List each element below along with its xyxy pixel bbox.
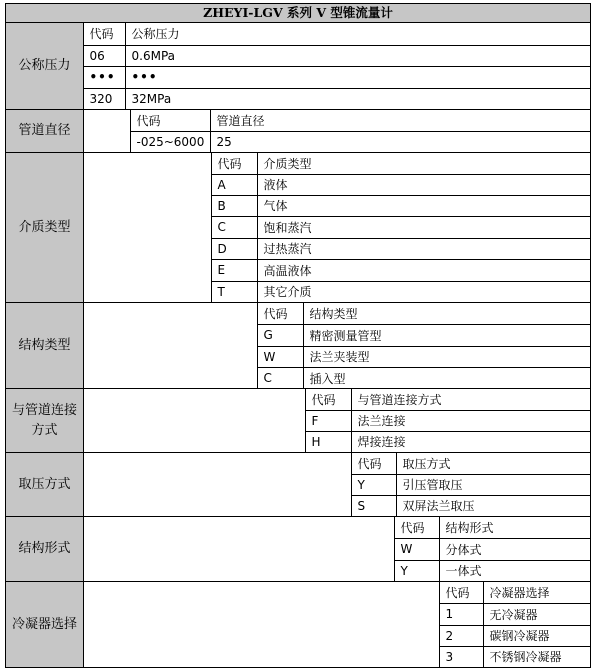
code-cell: C — [211, 216, 257, 238]
code-cell: T — [211, 281, 257, 302]
value-header: 与管道连接方式 — [351, 389, 590, 410]
table-header-row — [439, 582, 590, 603]
value-header: 冷凝器选择 — [483, 582, 590, 603]
section-label: 取压方式 — [6, 453, 84, 516]
table-header-row — [211, 153, 590, 174]
section-label: 管道直径 — [6, 110, 84, 152]
value-cell: 液体 — [257, 174, 590, 195]
section-medium-type — [5, 153, 591, 303]
value-cell: 精密测量管型 — [303, 324, 590, 346]
code-cell: A — [211, 174, 257, 195]
section-label: 冷凝器选择 — [6, 582, 84, 667]
value-header: 管道直径 — [210, 110, 590, 131]
table-header-row — [394, 517, 590, 538]
code-table — [439, 582, 591, 667]
code-cell: 1 — [439, 603, 483, 625]
code-cell: 320 — [83, 88, 125, 109]
table-header-row — [351, 453, 590, 474]
value-cell: 过热蒸汽 — [257, 238, 590, 259]
value-cell: 32MPa — [125, 88, 590, 109]
value-header: 介质类型 — [257, 153, 590, 174]
table-row — [211, 195, 590, 216]
code-cell: 2 — [439, 625, 483, 646]
table-row — [305, 431, 590, 452]
table-row — [439, 646, 590, 667]
value-cell: 分体式 — [439, 538, 590, 560]
value-cell: 0.6MPa — [125, 45, 590, 66]
code-header: 代码 — [305, 389, 351, 410]
code-cell: 06 — [83, 45, 125, 66]
section-structure-form — [5, 517, 591, 582]
table-row — [394, 538, 590, 560]
table-row — [211, 174, 590, 195]
code-cell: G — [257, 324, 303, 346]
code-header: 代码 — [394, 517, 439, 538]
section-label: 结构类型 — [6, 303, 84, 388]
table-row — [394, 560, 590, 581]
table-row — [83, 45, 590, 66]
value-cell: 引压管取压 — [396, 474, 590, 495]
code-cell: -025~6000 — [130, 131, 210, 152]
value-cell: 无冷凝器 — [483, 603, 590, 625]
code-header: 代码 — [351, 453, 396, 474]
code-header: 代码 — [130, 110, 210, 131]
table-row — [439, 625, 590, 646]
table-header-row — [257, 303, 590, 324]
code-cell: W — [257, 346, 303, 367]
section-label: 公称压力 — [6, 23, 84, 109]
code-table — [351, 453, 591, 516]
section-structure-type — [5, 303, 591, 389]
table-header-row — [83, 23, 590, 45]
section-pipe-connection — [5, 389, 591, 453]
value-cell: 双屏法兰取压 — [396, 495, 590, 516]
table-row — [257, 324, 590, 346]
value-cell: 饱和蒸汽 — [257, 216, 590, 238]
value-cell: 不锈钢冷凝器 — [483, 646, 590, 667]
code-cell: S — [351, 495, 396, 516]
value-cell: 法兰夹装型 — [303, 346, 590, 367]
code-cell: D — [211, 238, 257, 259]
section-condenser — [5, 582, 591, 668]
value-cell: 插入型 — [303, 367, 590, 389]
value-cell: 其它介质 — [257, 281, 590, 302]
value-cell: 焊接连接 — [351, 431, 590, 452]
section-label: 介质类型 — [6, 153, 84, 302]
table-row — [351, 495, 590, 516]
table-row — [439, 603, 590, 625]
table-row — [83, 88, 590, 109]
value-cell: 气体 — [257, 195, 590, 216]
table-header-row — [305, 389, 590, 410]
section-pressure-tapping — [5, 453, 591, 517]
value-cell: 法兰连接 — [351, 410, 590, 431]
table-row — [211, 238, 590, 259]
table-row — [257, 346, 590, 367]
table-row — [83, 66, 590, 88]
code-header: 代码 — [83, 23, 125, 45]
code-table — [130, 110, 591, 152]
table-row — [211, 216, 590, 238]
value-cell: 高温液体 — [257, 259, 590, 281]
table-row — [351, 474, 590, 495]
section-label: 结构形式 — [6, 517, 84, 581]
code-header: 代码 — [257, 303, 303, 324]
value-header: 取压方式 — [396, 453, 590, 474]
ellipsis-cell: ••• — [83, 66, 125, 88]
code-table — [83, 23, 591, 109]
table-row — [305, 410, 590, 431]
code-cell: Y — [351, 474, 396, 495]
code-table — [305, 389, 591, 452]
code-table — [211, 153, 591, 302]
section-pipe-diameter — [5, 110, 591, 153]
value-header: 公称压力 — [125, 23, 590, 45]
code-cell: Y — [394, 560, 439, 581]
table-row — [130, 131, 590, 152]
code-table — [257, 303, 591, 389]
table-row — [211, 281, 590, 302]
value-cell: 碳钢冷凝器 — [483, 625, 590, 646]
code-cell: W — [394, 538, 439, 560]
code-header: 代码 — [439, 582, 483, 603]
code-header: 代码 — [211, 153, 257, 174]
code-table — [394, 517, 591, 581]
table-header-row — [130, 110, 590, 131]
code-cell: E — [211, 259, 257, 281]
value-header: 结构类型 — [303, 303, 590, 324]
value-header: 结构形式 — [439, 517, 590, 538]
table-row — [257, 367, 590, 389]
code-cell: B — [211, 195, 257, 216]
ellipsis-cell: ••• — [125, 66, 590, 88]
table-row — [211, 259, 590, 281]
value-cell: 一体式 — [439, 560, 590, 581]
section-label: 与管道连接方式 — [6, 389, 84, 452]
code-cell: C — [257, 367, 303, 389]
code-cell: H — [305, 431, 351, 452]
value-cell: 25 — [210, 131, 590, 152]
code-cell: 3 — [439, 646, 483, 667]
page-title: ZHEYI-LGV 系列 V 型锥流量计 — [5, 3, 591, 23]
section-nominal-pressure — [5, 23, 591, 110]
code-cell: F — [305, 410, 351, 431]
